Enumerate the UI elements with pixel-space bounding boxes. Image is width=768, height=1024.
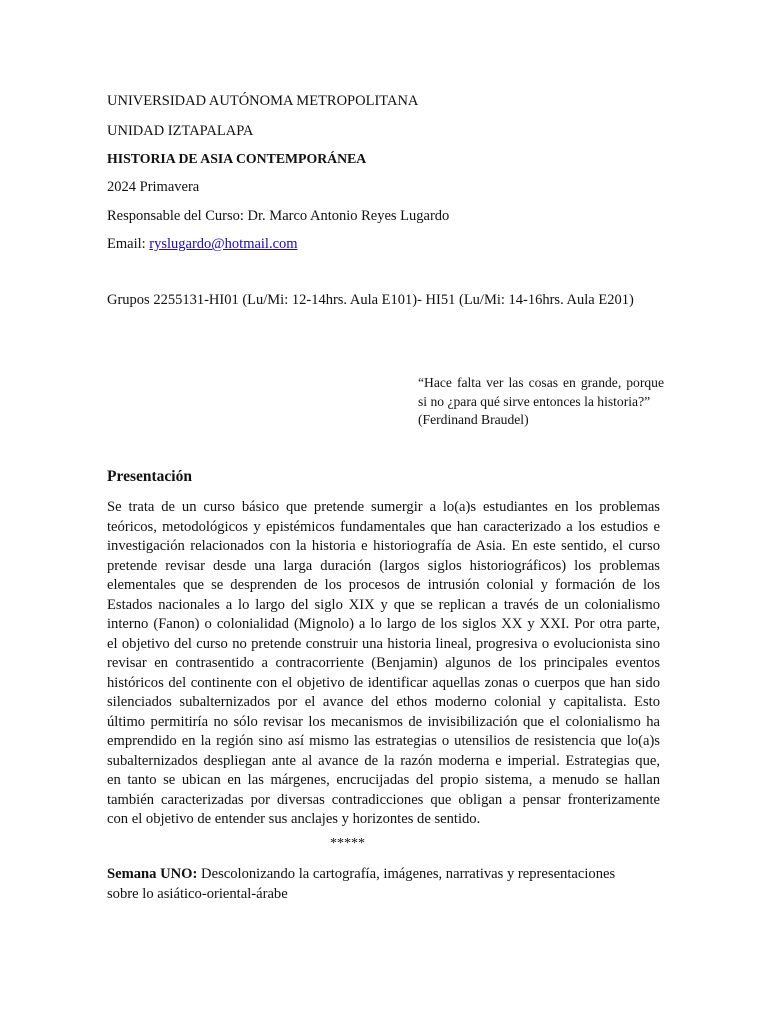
paragraph-line: revisar en contrasentido a contracorriente (Benjamin) algunos de los principales eventos	[107, 655, 660, 671]
paragraph-line: históricos del continente con el objetivo de identificar aquellas zonas o cuerpos que han sido	[107, 674, 660, 691]
paragraph-line: último permitiría no sólo revisar los mecanismos de invisibilización que el colonialismo ha	[107, 713, 660, 730]
paragraph-line: teóricos, metodológicos y epistémicos fundamentales que han caracterizado a los estudios e	[107, 518, 660, 535]
presentation-heading: Presentación	[107, 468, 192, 485]
paragraph-line: elementales que se desprenden de los procesos de intrusión colonial y formación de los	[107, 577, 660, 593]
epigraph-line: si no ¿para qué sirve entonces la historia?”	[418, 393, 651, 409]
presentation-paragraph	[107, 498, 660, 830]
week-one-label: Semana UNO:	[107, 866, 198, 882]
paragraph-line: investigación relacionados con la historia e historiografía de Asia. En este sentido, el curso	[107, 538, 660, 554]
email-label: Email:	[107, 236, 150, 252]
week-one-heading	[107, 865, 667, 904]
paragraph-line: emprendido en la región sino así mismo las estrategias o utensilios de resistencia que lo(a)s	[107, 733, 660, 749]
week-one-line	[107, 865, 667, 885]
epigraph-line: “Hace falta ver las cosas en grande, porque	[418, 375, 664, 390]
paragraph-line: Estados nacionales a lo largo del siglo XIX y que se replican a través de un colonialismo	[107, 596, 660, 613]
paragraph-line: interno (Fanon) o colonialidad (Mignolo) a lo largo de los siglos XX y XXI. Por otra parte,	[107, 616, 660, 632]
paragraph-line: silenciados subalternizados por el avance del ethos moderno colonial y capitalista. Esto	[107, 694, 660, 710]
course-responsible: Responsable del Curso: Dr. Marco Antonio Reyes Lugardo	[107, 208, 450, 224]
groups-line: Grupos 2255131-HI01 (Lu/Mi: 12-14hrs. Aula E101)- HI51 (Lu/Mi: 14-16hrs. Aula E201)	[107, 292, 634, 308]
paragraph-line: con el objetivo de entender sus anclajes y horizontes de sentido.	[107, 811, 481, 827]
course-title: HISTORIA DE ASIA CONTEMPORÁNEA	[107, 151, 367, 166]
epigraph-attribution: (Ferdinand Braudel)	[418, 412, 529, 427]
paragraph-line: pretende revisar desde una larga duración (largos siglos historiográficos) los problemas	[107, 557, 660, 574]
epigraph-quote	[418, 374, 664, 430]
paragraph-line: también caracterizadas por diversas contradicciones que obligan a pensar fronterizamente	[107, 791, 660, 808]
email-link[interactable]: ryslugardo@hotmail.com	[149, 236, 298, 252]
paragraph-line: el objetivo del curso no pretende construir una historia lineal, progresiva o evolucionista sino	[107, 635, 660, 652]
paragraph-line: subalternizados despliegan ante al avance de la razón moderna e imperial. Estrategias que,	[107, 752, 660, 769]
term: 2024 Primavera	[107, 179, 200, 195]
section-separator: *****	[330, 836, 365, 851]
paragraph-line: en tanto se ubican en las márgenes, encrucijadas del propio sistema, a menudo se hallan	[107, 772, 660, 788]
week-one-title: Descolonizando la cartografía, imágenes, narrativas y representaciones	[197, 866, 616, 882]
week-one-title-continued: sobre lo asiático-oriental-árabe	[107, 885, 288, 902]
unit-name: UNIDAD IZTAPALAPA	[107, 123, 254, 139]
paragraph-line: Se trata de un curso básico que pretende sumergir a lo(a)s estudiantes en los problemas	[107, 499, 660, 515]
university-name: UNIVERSIDAD AUTÓNOMA METROPOLITANA	[107, 93, 419, 109]
email-line	[107, 235, 298, 253]
